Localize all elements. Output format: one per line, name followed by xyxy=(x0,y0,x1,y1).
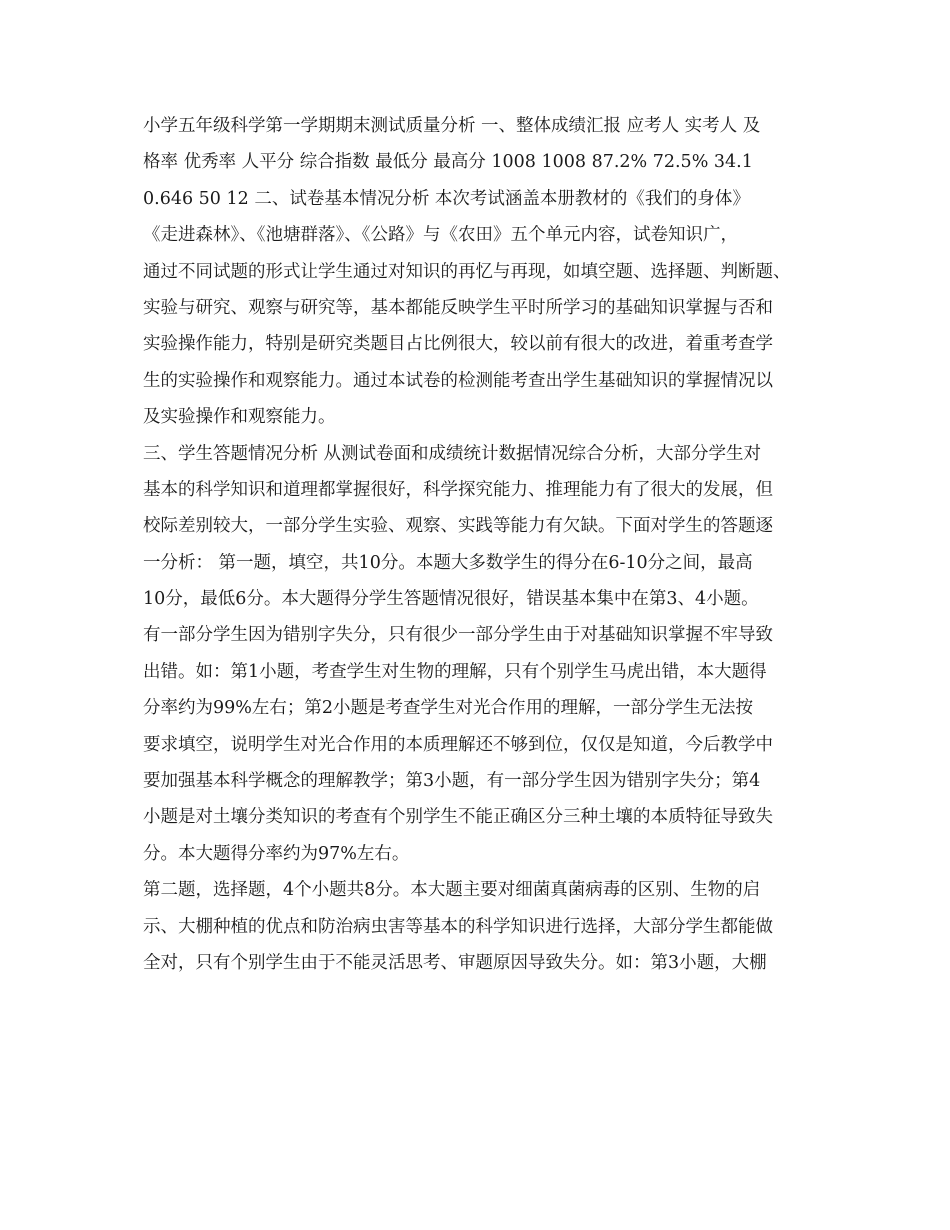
text-line: 通过不同试题的形式让学生通过对知识的再忆与再现，如填空题、选择题、判断题、 xyxy=(143,261,791,282)
text-line: 《走进森林》、《池塘群落》、《公路》与《农田》五个单元内容，试卷知识广， xyxy=(143,225,738,246)
text-line: 及实验操作和观察能力。 xyxy=(143,407,336,428)
text-line: 格率 优秀率 人平分 综合指数 最低分 最高分 1008 1008 87.2% 72.5% 34.1 xyxy=(143,152,753,173)
text-line: 实验操作能力，特别是研究类题目占比例很大，较以前有很大的改进，着重考查学 xyxy=(143,334,773,355)
text-line: 0.646 50 12 二、试卷基本情况分析 本次考试涵盖本册教材的《我们的身体》 xyxy=(143,188,750,209)
text-line: 要加强基本科学概念的理解教学；第3小题，有一部分学生因为错别字失分；第4 xyxy=(143,771,761,792)
text-line: 要求填空，说明学生对光合作用的本质理解还不够到位，仅仅是知道，今后教学中 xyxy=(143,734,773,755)
text-line: 示、大棚种植的优点和防治病虫害等基本的科学知识进行选择，大部分学生都能做 xyxy=(143,916,773,937)
text-line: 三、学生答题情况分析 从测试卷面和成绩统计数据情况综合分析，大部分学生对 xyxy=(143,443,762,464)
text-line: 有一部分学生因为错别字失分，只有很少一部分学生由于对基础知识掌握不牢导致 xyxy=(143,625,773,646)
document-body xyxy=(143,108,823,981)
text-line: 一分析： 第一题，填空，共10分。本题大多数学生的得分在6-10分之间，最高 xyxy=(143,552,753,573)
text-line: 实验与研究、观察与研究等，基本都能反映学生平时所学习的基础知识掌握与否和 xyxy=(143,297,773,318)
text-line: 全对，只有个别学生由于不能灵活思考、审题原因导致失分。如：第3小题，大棚 xyxy=(143,952,767,973)
text-line: 生的实验操作和观察能力。通过本试卷的检测能考查出学生基础知识的掌握情况以 xyxy=(143,370,773,391)
text-line: 出错。如：第1小题，考查学生对生物的理解，只有个别学生马虎出错，本大题得 xyxy=(143,661,767,682)
text-line: 校际差别较大，一部分学生实验、观察、实践等能力有欠缺。下面对学生的答题逐 xyxy=(143,516,773,537)
text-line: 小学五年级科学第一学期期末测试质量分析 一、整体成绩汇报 应考人 实考人 及 xyxy=(143,116,761,136)
text-line: 10分，最低6分。本大题得分学生答题情况很好，错误基本集中在第3、4小题。 xyxy=(143,589,759,610)
text-line: 分。本大题得分率约为97%左右。 xyxy=(143,843,410,864)
text-line: 小题是对土壤分类知识的考查有个别学生不能正确区分三种土壤的本质特征导致失 xyxy=(143,807,773,828)
text-line: 基本的科学知识和道理都掌握很好，科学探究能力、推理能力有了很大的发展，但 xyxy=(143,479,773,500)
text-line: 分率约为99%左右；第2小题是考查学生对光合作用的理解，一部分学生无法按 xyxy=(143,698,754,719)
text-line: 第二题，选择题，4个小题共8分。本大题主要对细菌真菌病毒的区别、生物的启 xyxy=(143,880,761,901)
